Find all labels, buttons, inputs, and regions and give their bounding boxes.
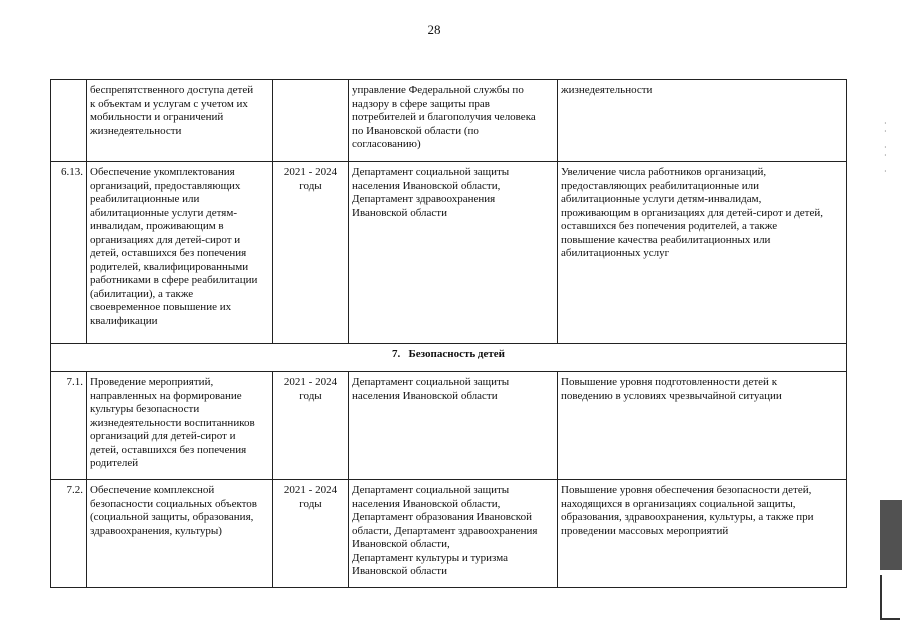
activity-line: (социальной защиты, образования, [90, 511, 254, 523]
result-line: поведению в условиях чрезвычайной ситуации [561, 389, 782, 402]
result-line: повышение качества реабилитационных или [561, 233, 771, 246]
executor-line: Департамент социальной защиты [352, 376, 510, 388]
activity-line: детей, оставшихся без попечения [90, 443, 247, 456]
activity-line: работниками в сфере реабилитации [90, 274, 258, 286]
activity-line: организациях для детей-сирот и [90, 233, 241, 246]
result-line: проведении массовых мероприятий [561, 524, 729, 537]
period-cell [273, 372, 349, 480]
executor-cell [349, 372, 558, 480]
activity-line: родителей, квалифицированными [90, 260, 249, 273]
activity-line: здравоохранения, культуры) [90, 524, 222, 537]
executor-line: Департамент здравоохранения [352, 193, 496, 205]
table-row [51, 372, 847, 480]
row-number: 7.1. [51, 372, 87, 480]
activity-cell [87, 162, 273, 344]
result-line: абилитационные услуги детям-инвалидам, [561, 193, 762, 205]
activity-cell [87, 80, 273, 162]
result-line: находящихся в организациях социальной защиты, [561, 497, 796, 510]
executor-line: Департамент образования Ивановской [352, 511, 532, 523]
activity-line: мобильности и ограничений [90, 111, 224, 123]
section-title: 7. Безопасность детей [51, 344, 847, 372]
activity-line: жизнедеятельности воспитанников [90, 416, 255, 429]
executor-line: управление Федеральной службы по [352, 84, 524, 96]
table-row [51, 162, 847, 344]
executor-line: Ивановской области [352, 206, 447, 219]
period-cell [273, 162, 349, 344]
result-cell [558, 80, 847, 162]
executor-cell [349, 80, 558, 162]
activity-line: абилитационные услуги детям- [90, 206, 237, 219]
activity-cell [87, 480, 273, 588]
executor-line: населения Ивановской области, [352, 497, 501, 510]
page-number: 28 [427, 22, 441, 37]
period-cell [273, 80, 349, 162]
period-cell [273, 480, 349, 588]
executor-line: потребителей и благополучия человека [352, 111, 536, 123]
activity-line: детей, оставшихся без попечения [90, 247, 247, 259]
activity-line: организаций для детей-сирот и [90, 430, 236, 442]
executor-line: Ивановской области, [352, 538, 450, 550]
executor-cell [349, 480, 558, 588]
activity-line: инвалидам, проживающим в [90, 220, 224, 232]
result-cell [558, 162, 847, 344]
activity-line: Обеспечение комплексной [90, 484, 215, 496]
table-row [51, 480, 847, 588]
activity-line: к объектам и услугам с учетом их [90, 97, 248, 110]
scan-artifact-line [880, 575, 882, 620]
scan-artifact-line [880, 618, 900, 620]
result-line: образования, здравоохранения, культуры, а также при [561, 511, 814, 523]
executor-cell [349, 162, 558, 344]
activity-line: реабилитационные или [90, 193, 200, 205]
executor-line: по Ивановской области (по [352, 124, 479, 137]
table-row [51, 80, 847, 162]
period-line: годы [299, 179, 322, 192]
executor-line: надзору в сфере защиты прав [352, 97, 490, 110]
result-line: оставшихся без попечения родителей, а также [561, 220, 778, 232]
executor-line: согласованию) [352, 138, 421, 150]
activity-line: безопасности социальных объектов [90, 497, 258, 510]
row-number: 6.13. [51, 162, 87, 344]
executor-line: населения Ивановской области [352, 389, 498, 402]
row-number: 7.2. [51, 480, 87, 588]
activity-line: квалификации [90, 314, 158, 327]
result-line: проживающим в организациях для детей-сирот и детей, [561, 206, 823, 219]
result-line: предоставляющих реабилитационные или [561, 179, 760, 192]
activity-cell [87, 372, 273, 480]
activity-line: организаций, предоставляющих [90, 179, 241, 192]
activity-line: культуры безопасности [90, 403, 200, 415]
scan-artifact-bar [880, 500, 902, 570]
period-line: годы [299, 497, 322, 510]
scan-artifact-dots: · · · · · [884, 119, 887, 176]
activities-table [50, 79, 847, 588]
executor-line: Ивановской области [352, 565, 447, 577]
executor-line: Департамент социальной защиты [352, 166, 510, 178]
result-line: Повышение уровня обеспечения безопасности детей, [561, 484, 812, 496]
activity-line: Проведение мероприятий, [90, 376, 214, 388]
row-number [51, 80, 87, 162]
section-header-row [51, 344, 847, 372]
result-cell [558, 372, 847, 480]
period-line: 2021 - 2024 [283, 484, 338, 496]
result-line: Повышение уровня подготовленности детей к [561, 376, 778, 388]
result-line: абилитационных услуг [561, 247, 670, 259]
executor-line: Департамент культуры и туризма [352, 551, 508, 564]
executor-line: Департамент социальной защиты [352, 484, 510, 496]
activity-line: Обеспечение укомплектования [90, 166, 235, 178]
result-line: Увеличение числа работников организаций, [561, 166, 767, 178]
period-line: 2021 - 2024 [283, 166, 338, 178]
executor-line: области, Департамент здравоохранения [352, 524, 538, 537]
activity-line: своевременное повышение их [90, 301, 232, 313]
activity-line: жизнедеятельности [90, 124, 182, 137]
activity-line: направленных на формирование [90, 389, 242, 402]
result-cell [558, 480, 847, 588]
period-line: 2021 - 2024 [283, 376, 338, 388]
activity-line: (абилитации), а также [90, 287, 194, 300]
result-line: жизнедеятельности [561, 84, 653, 96]
activity-line: беспрепятственного доступа детей [90, 84, 254, 96]
executor-line: населения Ивановской области, [352, 179, 501, 192]
period-line: годы [299, 389, 322, 402]
activity-line: родителей [90, 457, 139, 469]
